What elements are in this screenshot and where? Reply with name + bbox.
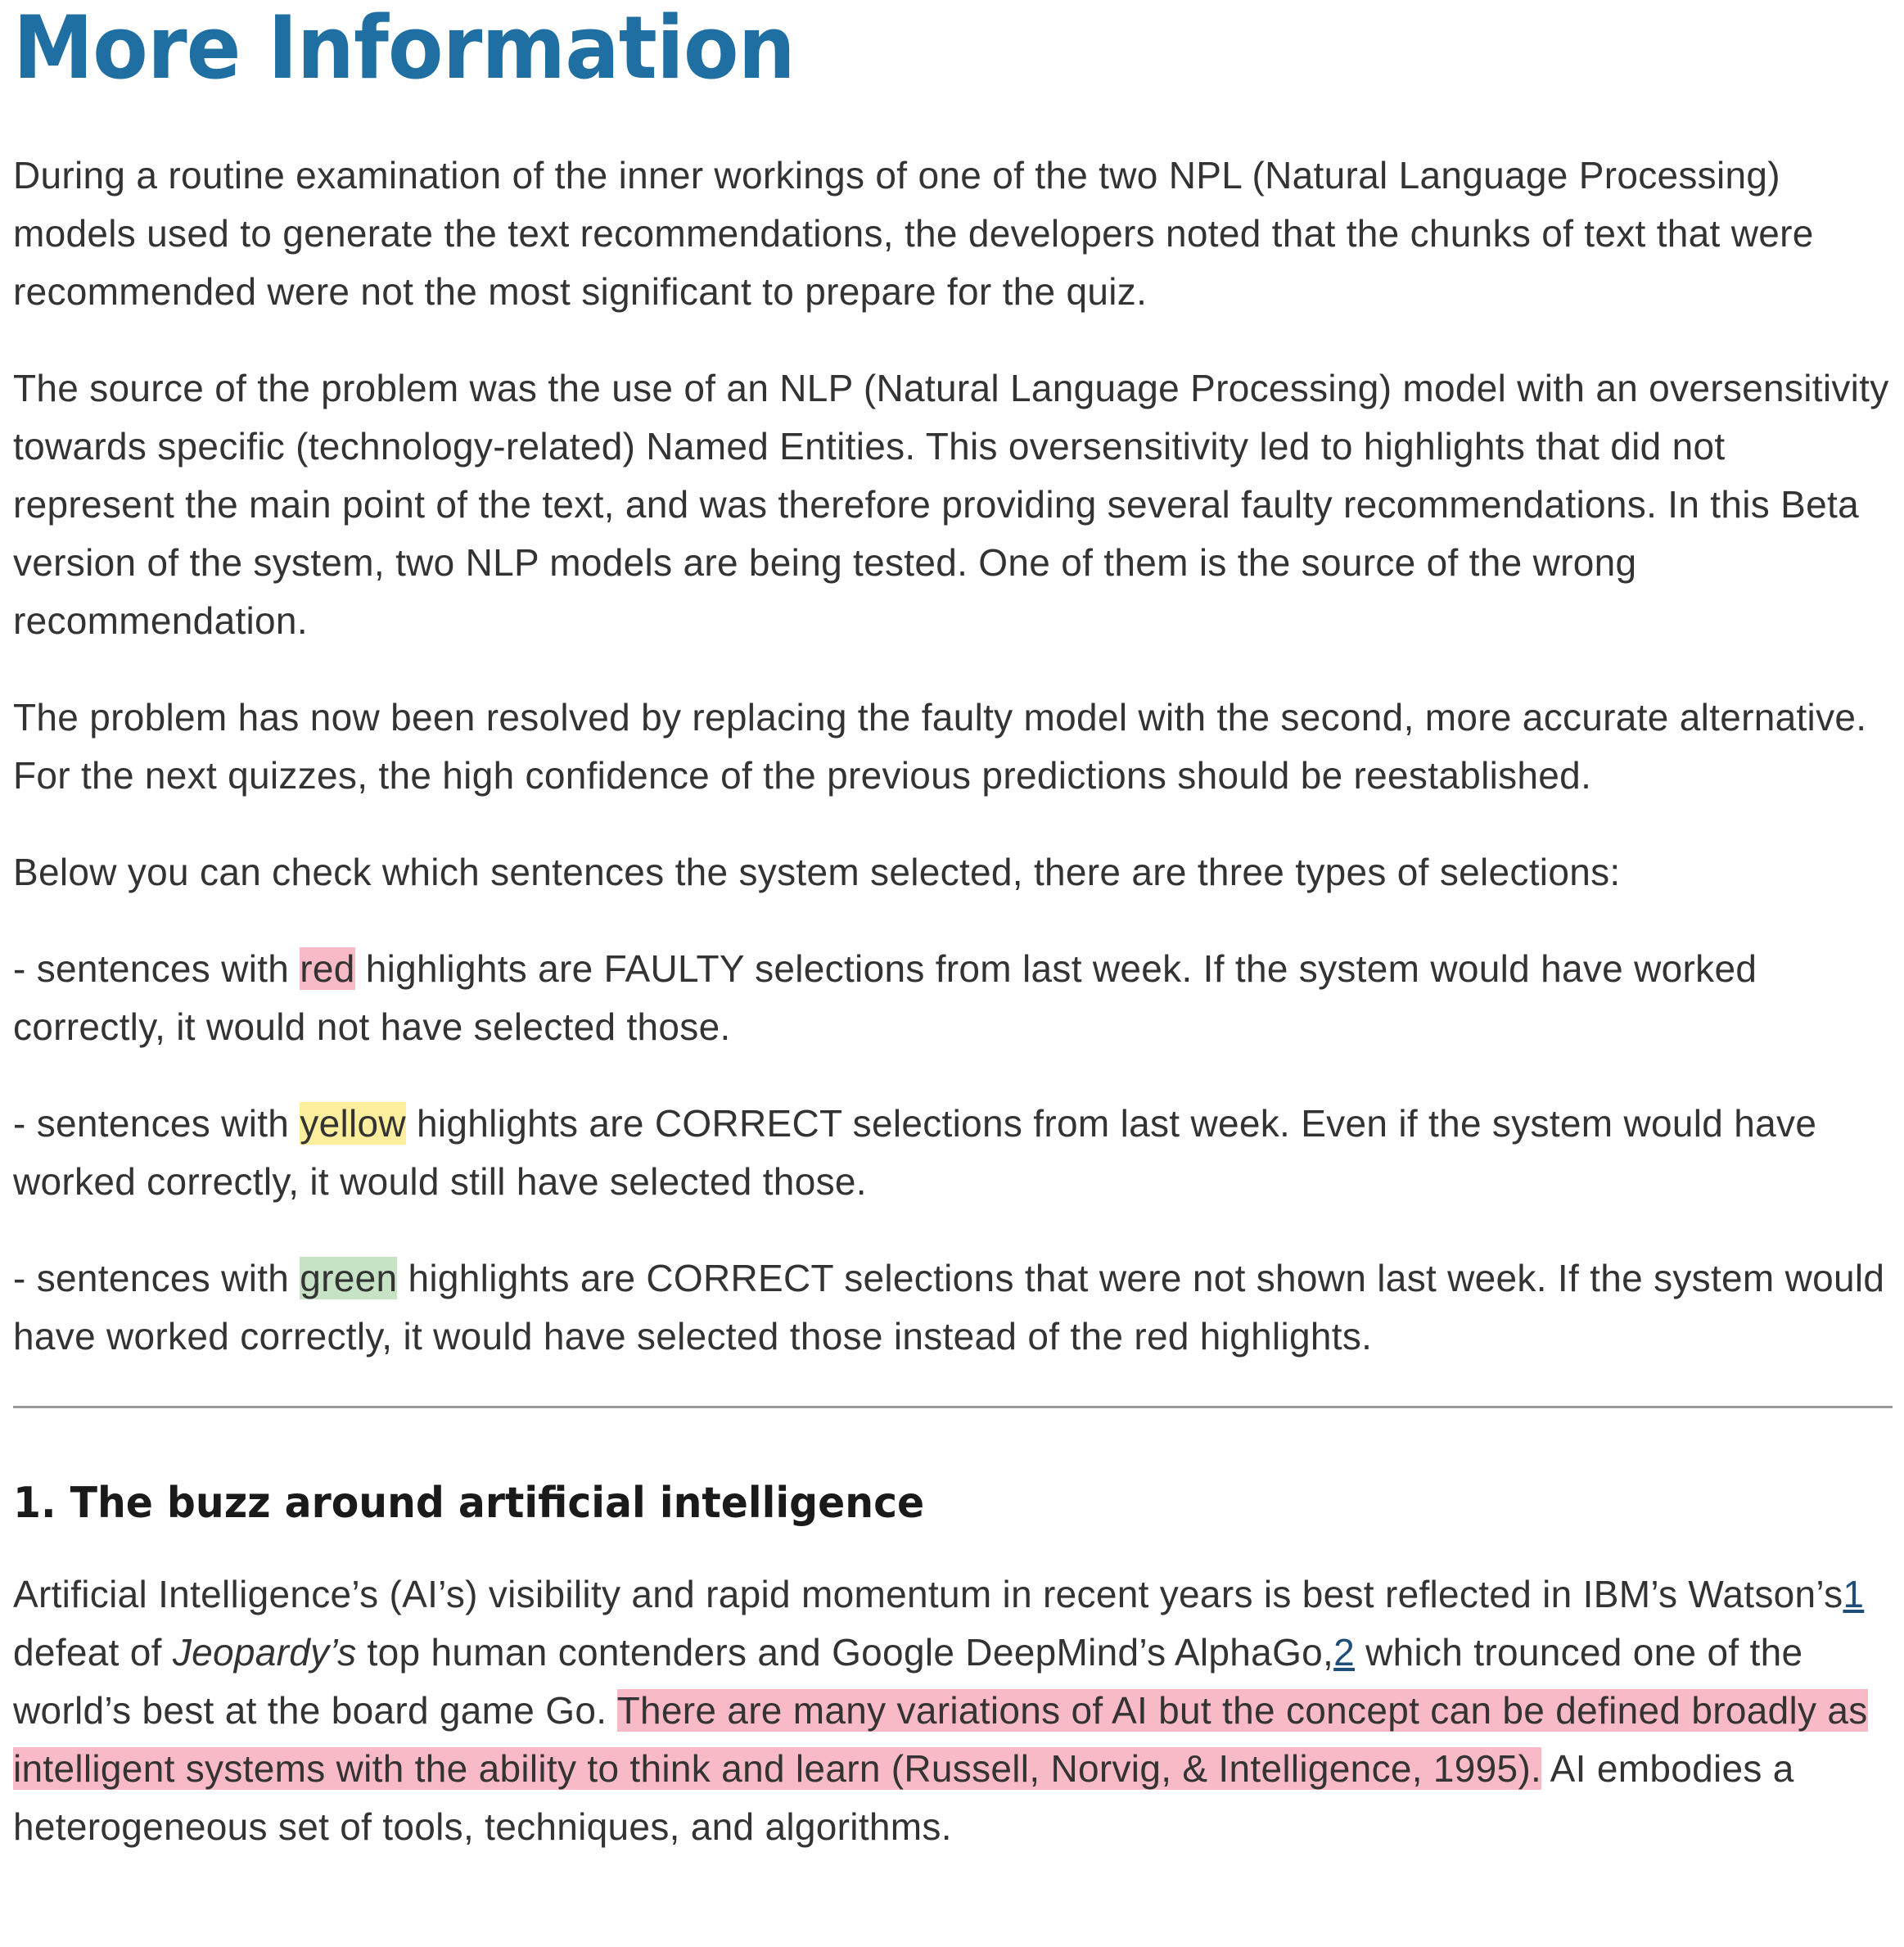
intro-paragraph-3: The problem has now been resolved by replacing the faulty model with the second, more accurate alternative. For the next quizzes, the high confidence of the previous predictions should be reestablished. [13, 696, 1867, 797]
legend-yellow [13, 1095, 1896, 1211]
legend-green [13, 1249, 1896, 1366]
legend-red [13, 940, 1896, 1056]
legend-red-swatch: red [300, 947, 355, 990]
intro-paragraph-1: During a routine examination of the inner workings of one of the two NPL (Natural Language Processing) models used to generate the text recommendations, the developers noted that the chunks of text that were recommended were not the most significant to prepare for the quiz. [13, 154, 1814, 313]
legend-yellow-prefix: - sentences with [13, 1102, 300, 1145]
legend-red-prefix: - sentences with [13, 947, 300, 990]
content-page [13, 0, 1896, 1856]
footnote-link-2[interactable]: 2 [1333, 1631, 1355, 1674]
intro-paragraph-4: Below you can check which sentences the system selected, there are three types of selections: [13, 851, 1621, 893]
section-text-e: AI embodies a heterogeneous set of tools, techniques, and algorithms. [13, 1747, 1794, 1848]
section-text-c: top human contenders and Google DeepMind’s AlphaGo, [356, 1631, 1334, 1674]
footnote-link-1[interactable]: 1 [1843, 1573, 1865, 1615]
legend-red-description: highlights are FAULTY selections from last week. If the system would have worked correctly, it would not have selected those. [13, 947, 1757, 1048]
section-divider [13, 1406, 1893, 1408]
faulty-highlighted-sentence: There are many variations of AI but the concept can be defined broadly as intelligent systems with the ability to think and learn (Russell, Norvig, & Intelligence, 1995). [13, 1689, 1868, 1790]
legend-green-description: highlights are CORRECT selections that were not shown last week. If the system would have worked correctly, it would have selected those instead of the red highlights. [13, 1257, 1885, 1357]
section-text-d: which trounced one of the world’s best at the board game Go. [13, 1631, 1803, 1732]
legend-green-swatch: green [300, 1257, 398, 1299]
legend-yellow-description: highlights are CORRECT selections from last week. Even if the system would have worked correctly, it would still have selected those. [13, 1102, 1817, 1203]
section-paragraph [13, 1565, 1896, 1856]
page-title: More Information [13, 0, 795, 98]
section-text-a: Artificial Intelligence’s (AI’s) visibility and rapid momentum in recent years is best reflected in IBM’s Watson’s [13, 1573, 1843, 1615]
section-heading: 1. The buzz around artificial intelligence [13, 1479, 925, 1528]
jeopardy-title: Jeopardy’s [172, 1631, 357, 1674]
legend-yellow-swatch: yellow [300, 1102, 406, 1145]
section-text-b: defeat of [13, 1631, 173, 1674]
legend-green-prefix: - sentences with [13, 1257, 300, 1299]
intro-paragraph-2: The source of the problem was the use of an NLP (Natural Language Processing) model with an oversensitivity towards specific (technology-related) Named Entities. This oversensitivity led to highlights that did not represent the main point of the text, and was therefore providing several faulty recommendations. In this Beta version of the system, two NLP models are being tested. One of them is the source of the wrong recommendation. [13, 367, 1889, 642]
